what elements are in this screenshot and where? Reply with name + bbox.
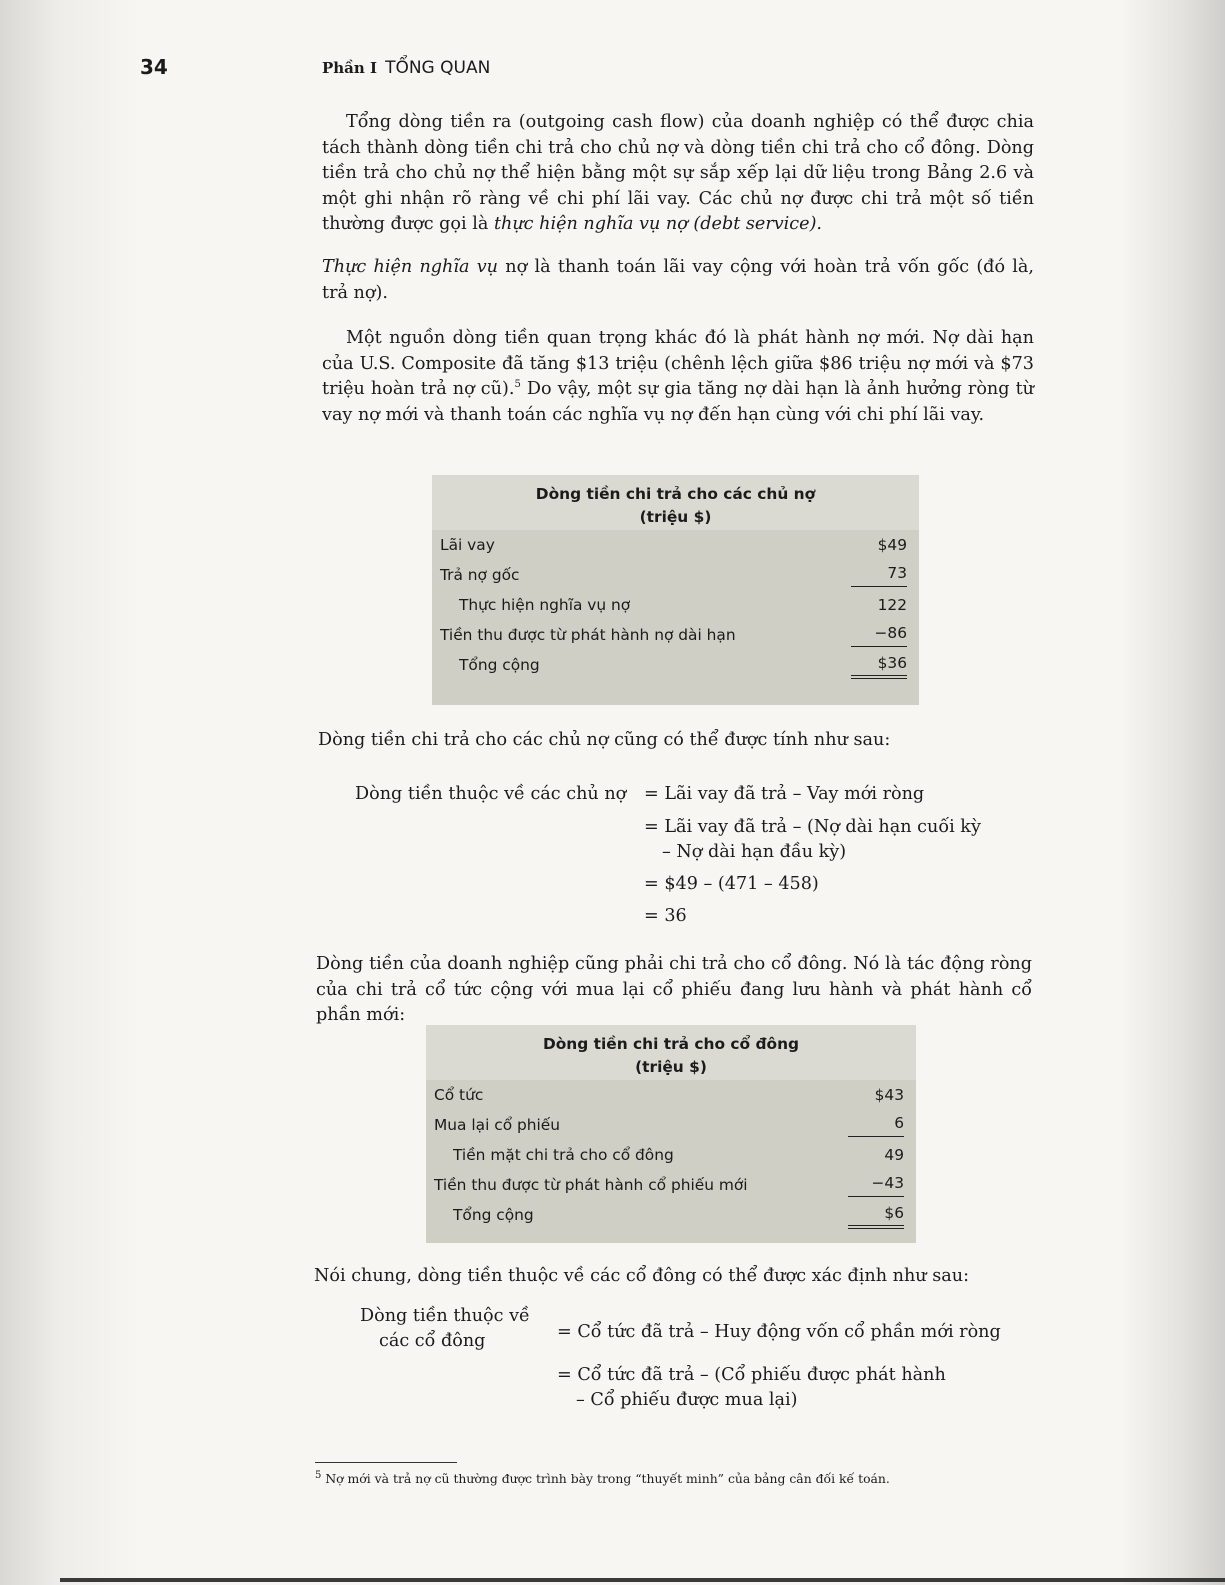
paragraph-6: Nói chung, dòng tiền thuộc về các cổ đông có thể được xác định như sau:	[314, 1266, 970, 1286]
equation-2-lhs-line-2: các cổ đông	[379, 1331, 486, 1351]
row-label: Thực hiện nghĩa vụ nợ	[459, 596, 631, 614]
row-value: 122	[877, 596, 907, 614]
table-unit: (triệu $)	[635, 1058, 707, 1076]
row-label: Tiền thu được từ phát hành cổ phiếu mới	[434, 1176, 748, 1194]
row-label: Tiền mặt chi trả cho cổ đông	[453, 1146, 674, 1164]
part-label: Phần I	[322, 59, 378, 77]
row-value: $49	[877, 536, 907, 554]
equation-1-line-5: = 36	[644, 906, 687, 926]
row-label: Tổng cộng	[453, 1206, 534, 1224]
paragraph-3-text-b: Do vậy, một sự gia tăng nợ dài hạn là ảnh hưởng ròng từ vay nợ mới và thanh toán các nghĩa vụ nợ đến hạn cùng với chi phí lãi vay.	[322, 379, 1035, 425]
row-label: Mua lại cổ phiếu	[434, 1116, 561, 1134]
running-header	[322, 58, 490, 78]
creditor-cashflow-table	[432, 475, 919, 705]
table-row	[432, 560, 919, 590]
footnote-text: Nợ mới và trả nợ cũ thường được trình bày trong “thuyết minh” của bảng cân đối kế toán.	[321, 1471, 890, 1486]
footnote-rule	[315, 1462, 457, 1463]
paragraph-2	[322, 255, 1034, 306]
paragraph-1-text: Tổng dòng tiền ra (outgoing cash flow) của doanh nghiệp có thể được chia tách thành dòng tiền chi trả cho chủ nợ và dòng tiền chi trả cho cổ đông. Dòng tiền trả cho chủ nợ thể hiện bằng một sự sắp xếp lại dữ liệu trong Bảng 2.6 và một ghi nhận rõ ràng về chi phí lãi vay. Các chủ nợ được chi trả một số tiền thường được gọi là	[322, 112, 1034, 234]
equation-2-line-3: – Cổ phiếu được mua lại)	[576, 1390, 798, 1410]
footnote-mark: 5	[315, 1469, 322, 1481]
equation-2-line-1: = Cổ tức đã trả – Huy động vốn cổ phần mới ròng	[557, 1322, 1001, 1342]
table-header	[426, 1025, 916, 1080]
row-label: Lãi vay	[440, 536, 495, 554]
paragraph-3-text-a: Một nguồn dòng tiền quan trọng khác đó là phát hành nợ mới. Nợ dài hạn của U.S. Composite đã tăng $13 triệu (chênh lệch giữa $86 triệu nợ mới và $73 triệu hoàn trả nợ cũ).	[322, 328, 1034, 399]
page-number: 34	[140, 55, 168, 79]
table-unit: (triệu $)	[639, 508, 712, 526]
row-value: $36	[851, 650, 907, 679]
row-value: −43	[848, 1170, 904, 1197]
equation-1-line-3: – Nợ dài hạn đầu kỳ)	[662, 842, 847, 862]
table-row	[426, 1140, 916, 1170]
row-value: $6	[848, 1200, 904, 1229]
equation-2-lhs	[360, 1304, 540, 1354]
row-label: Tiền thu được từ phát hành nợ dài hạn	[440, 626, 736, 644]
paragraph-5: Dòng tiền của doanh nghiệp cũng phải chi trả cho cổ đông. Nó là tác động ròng của chi trả cổ tức cộng với mua lại cổ phiếu đang lưu hành và phát hành cổ phần mới:	[316, 954, 1032, 1025]
row-value: −86	[851, 620, 907, 647]
table-row	[426, 1200, 916, 1230]
row-label: Trả nợ gốc	[440, 566, 520, 584]
table-row	[426, 1110, 916, 1140]
row-label: Cổ tức	[434, 1086, 484, 1104]
paragraph-3	[322, 326, 1034, 428]
table-row	[426, 1170, 916, 1200]
table-title: Dòng tiền chi trả cho cổ đông	[542, 1035, 800, 1053]
page-bottom-edge	[60, 1578, 1225, 1582]
shareholder-cashflow-table	[426, 1025, 916, 1243]
section-title: TỔNG QUAN	[385, 58, 491, 78]
paragraph-2-text: nợ là thanh toán lãi vay cộng với hoàn trả vốn gốc (đó là, trả nợ).	[322, 257, 1034, 303]
row-value: 49	[884, 1146, 904, 1164]
equation-1-lhs: Dòng tiền thuộc về các chủ nợ	[355, 784, 627, 804]
row-value: 6	[848, 1110, 904, 1137]
footnote	[315, 1471, 890, 1486]
table-row	[432, 530, 919, 560]
equation-2-line-2: = Cổ tức đã trả – (Cổ phiếu được phát hành	[557, 1365, 946, 1385]
paragraph-4: Dòng tiền chi trả cho các chủ nợ cũng có thể được tính như sau:	[318, 730, 891, 750]
row-value: $43	[874, 1086, 904, 1104]
paragraph-2-emphasis: Thực hiện nghĩa vụ	[322, 257, 499, 277]
paragraph-1-emphasis: thực hiện nghĩa vụ nợ (debt service).	[493, 214, 823, 234]
paragraph-1	[322, 110, 1034, 238]
equation-1-line-1: = Lãi vay đã trả – Vay mới ròng	[644, 784, 925, 804]
equation-2-lhs-line-1: Dòng tiền thuộc về	[360, 1306, 530, 1326]
row-value: 73	[851, 560, 907, 587]
table-row	[432, 650, 919, 680]
table-title: Dòng tiền chi trả cho các chủ nợ	[535, 485, 816, 503]
equation-1-line-4: = $49 – (471 – 458)	[644, 874, 819, 894]
table-row	[432, 590, 919, 620]
footnote-ref: 5	[514, 379, 521, 391]
row-label: Tổng cộng	[459, 656, 540, 674]
table-row	[432, 620, 919, 650]
table-header	[432, 475, 919, 530]
table-row	[426, 1080, 916, 1110]
equation-1-line-2: = Lãi vay đã trả – (Nợ dài hạn cuối kỳ	[644, 817, 981, 837]
